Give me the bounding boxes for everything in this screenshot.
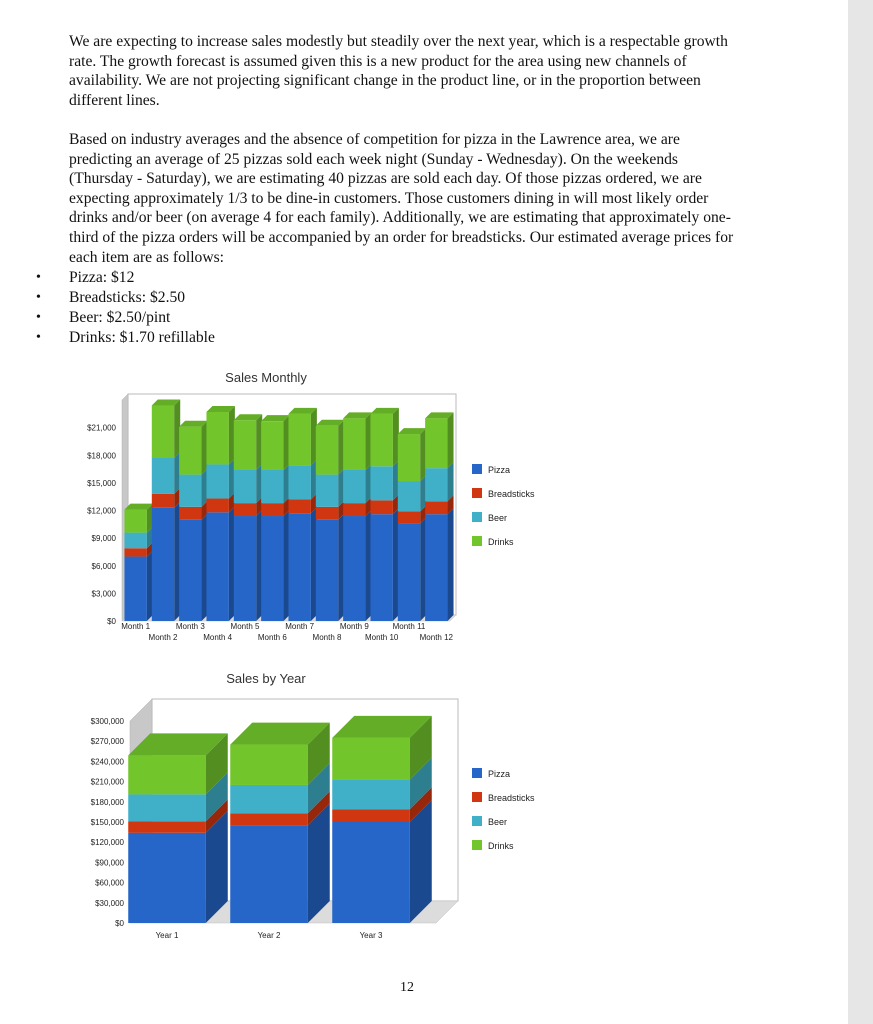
legend-swatch-drinks bbox=[472, 840, 482, 850]
bar-segment-pizza bbox=[343, 510, 371, 621]
bar-segment-pizza bbox=[316, 514, 344, 621]
legend-swatch-beer bbox=[472, 816, 482, 826]
chart-svg bbox=[60, 365, 620, 655]
x-tick-label: Month 12 bbox=[419, 633, 454, 642]
bar-segment-beer bbox=[288, 459, 316, 499]
bar-segment-pizza bbox=[234, 510, 262, 621]
bar-segment-beer bbox=[152, 452, 180, 494]
bar-segment-beer bbox=[370, 460, 398, 500]
bar-segment-pizza bbox=[206, 506, 234, 621]
x-tick-label: Month 2 bbox=[148, 633, 178, 642]
y-tick-label: $120,000 bbox=[90, 838, 124, 848]
y-tick-label: $30,000 bbox=[95, 898, 124, 908]
x-tick-label: Month 8 bbox=[312, 633, 342, 642]
paragraph-sales-growth: We are expecting to increase sales modestly but steadily over the next year, which is a respectable growth rate. The growth forecast is assumed given this is a new product for the area using new channels of availability. We are not projecting significant change in the product line, or in the proportion between different lines. bbox=[69, 33, 728, 109]
legend-swatch-breadsticks bbox=[472, 488, 482, 498]
bar-segment-drinks bbox=[206, 406, 234, 464]
price-item-beer: • Beer: $2.50/pint bbox=[36, 309, 171, 326]
chart-sales-monthly bbox=[60, 365, 620, 660]
y-tick-label: $240,000 bbox=[90, 757, 124, 767]
x-tick-label: Month 4 bbox=[203, 633, 233, 642]
y-tick-label: $3,000 bbox=[91, 589, 116, 599]
legend-swatch-breadsticks bbox=[472, 792, 482, 802]
y-tick-label: $210,000 bbox=[90, 777, 124, 787]
legend-label-drinks: Drinks bbox=[488, 841, 514, 851]
bar-segment-pizza bbox=[398, 517, 426, 621]
x-tick-label: Month 11 bbox=[392, 622, 426, 631]
bar-segment-drinks bbox=[425, 412, 453, 468]
legend-label-breadsticks: Breadsticks bbox=[488, 793, 535, 803]
y-tick-label: $270,000 bbox=[90, 737, 124, 747]
legend-swatch-beer bbox=[472, 512, 482, 522]
bar-segment-drinks bbox=[398, 428, 426, 481]
bar-segment-drinks bbox=[179, 421, 207, 475]
bullet-icon: • bbox=[36, 290, 41, 305]
x-tick-label: Month 7 bbox=[285, 622, 315, 631]
x-tick-label: Month 5 bbox=[230, 622, 260, 631]
y-tick-label: $300,000 bbox=[90, 717, 124, 726]
y-tick-label: $18,000 bbox=[87, 451, 116, 461]
legend-label-drinks: Drinks bbox=[488, 537, 514, 547]
bar-segment-drinks bbox=[261, 415, 289, 470]
price-item-pizza: • Pizza: $12 bbox=[36, 269, 135, 286]
legend-label-beer: Beer bbox=[488, 817, 508, 827]
bar-segment-pizza bbox=[152, 502, 180, 621]
legend-label-pizza: Pizza bbox=[488, 465, 511, 475]
page-number: 12 bbox=[400, 980, 414, 995]
x-tick-label: Month 3 bbox=[175, 622, 205, 631]
legend-swatch-pizza bbox=[472, 768, 482, 778]
y-tick-label: $180,000 bbox=[90, 797, 124, 807]
bar-segment-drinks bbox=[316, 420, 344, 475]
bullet-icon: • bbox=[36, 270, 41, 285]
y-tick-label: $12,000 bbox=[87, 506, 116, 516]
bar-segment-drinks bbox=[128, 733, 228, 794]
bar-segment-drinks bbox=[370, 408, 398, 466]
bar-segment-pizza bbox=[179, 514, 207, 621]
legend-swatch-pizza bbox=[472, 464, 482, 474]
x-tick-label: Month 6 bbox=[257, 633, 287, 642]
legend-label-breadsticks: Breadsticks bbox=[488, 489, 535, 499]
paragraph-sales-assumptions: Based on industry averages and the absence of competition for pizza in the Lawrence area, we are predicting an average of 25 pizzas sold each week night (Sunday - Wednesday). On the weekends (Thursday - Saturday), we are estimating 40 pizzas are sold each day. Of those pizzas ordered, we are expecting approximately 1/3 to be dine-in customers. Those customers dining in will most likely order drinks and/or beer (on average 4 for each family). Additionally, we are estimating that approximately one-third of the pizza orders will be accompanied by an order for breadsticks. Our estimated average prices for each item are as follows: bbox=[69, 131, 734, 266]
chart-title: Sales Monthly bbox=[225, 370, 307, 385]
x-tick-label: Month 10 bbox=[364, 633, 399, 642]
bar-segment-drinks bbox=[288, 408, 316, 466]
bar-segment-pizza bbox=[124, 551, 152, 621]
price-list bbox=[36, 268, 215, 348]
x-tick-label: Month 1 bbox=[121, 622, 151, 631]
y-tick-label: $6,000 bbox=[91, 561, 116, 571]
bar-segment-drinks bbox=[124, 504, 152, 533]
bar-segment-pizza bbox=[288, 507, 316, 621]
price-item-breadsticks: • Breadsticks: $2.50 bbox=[36, 289, 186, 306]
x-tick-label: Year 2 bbox=[257, 931, 281, 940]
legend-label-pizza: Pizza bbox=[488, 769, 511, 779]
scrollbar-track[interactable] bbox=[848, 0, 873, 1024]
bar-segment-drinks bbox=[332, 716, 432, 780]
y-tick-label: $0 bbox=[115, 919, 124, 928]
bar-segment-pizza bbox=[370, 508, 398, 621]
y-tick-label: $9,000 bbox=[91, 534, 116, 544]
chart-title: Sales by Year bbox=[226, 671, 306, 686]
legend-label-beer: Beer bbox=[488, 513, 508, 523]
bullet-icon: • bbox=[36, 310, 41, 325]
bullet-icon: • bbox=[36, 330, 41, 345]
bar-segment-pizza bbox=[425, 508, 453, 621]
y-tick-label: $21,000 bbox=[87, 423, 116, 433]
bar-segment-drinks bbox=[234, 414, 262, 470]
chart-sales-yearly bbox=[60, 668, 620, 953]
y-tick-label: $90,000 bbox=[95, 858, 124, 868]
bar-segment-drinks bbox=[152, 400, 180, 458]
x-tick-label: Month 9 bbox=[339, 622, 369, 631]
bar-segment-pizza bbox=[261, 510, 289, 621]
x-tick-label: Year 3 bbox=[359, 931, 383, 940]
bar-segment-drinks bbox=[343, 412, 371, 470]
chart-svg bbox=[60, 668, 620, 948]
y-tick-label: $15,000 bbox=[87, 478, 116, 488]
bar-segment-beer bbox=[206, 458, 234, 498]
legend-swatch-drinks bbox=[472, 536, 482, 546]
bar-segment-drinks bbox=[230, 723, 330, 785]
y-tick-label: $0 bbox=[107, 617, 116, 626]
y-tick-label: $60,000 bbox=[95, 878, 124, 888]
price-item-drinks: • Drinks: $1.70 refillable bbox=[36, 329, 215, 346]
y-tick-label: $150,000 bbox=[90, 818, 124, 827]
x-tick-label: Year 1 bbox=[155, 931, 179, 940]
